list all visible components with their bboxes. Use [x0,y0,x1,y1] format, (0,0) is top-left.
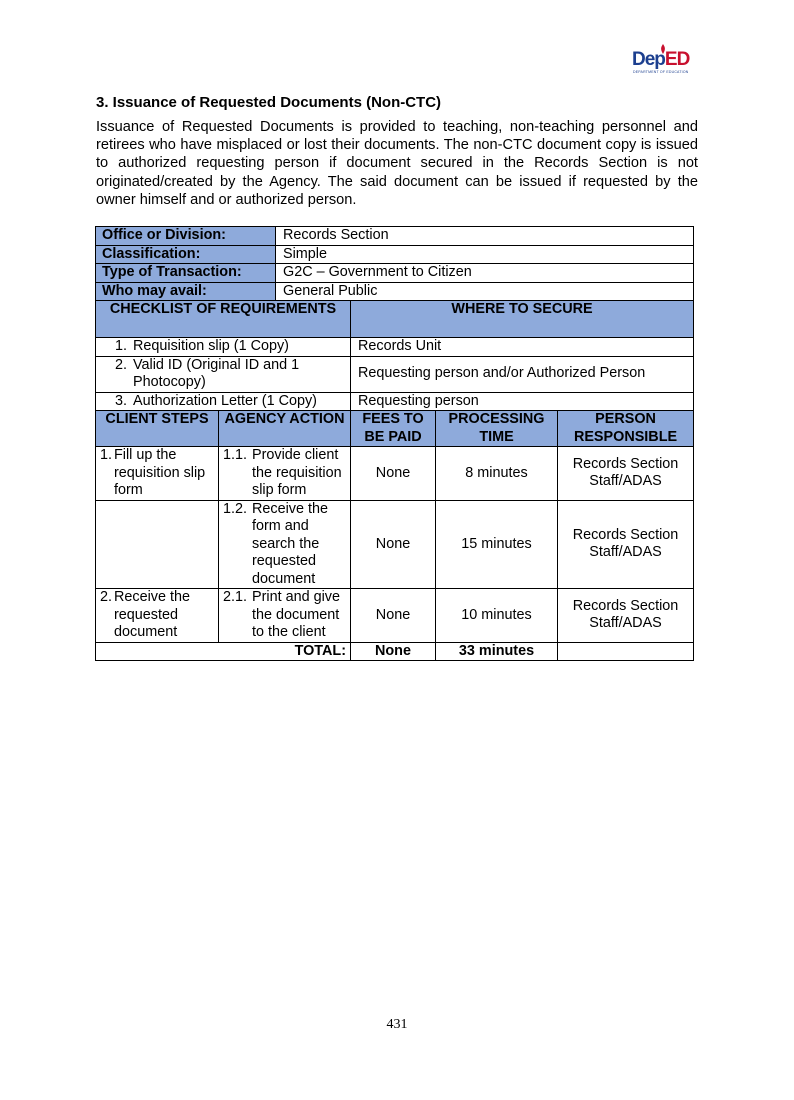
total-person-empty [558,642,694,661]
section-heading: 3. Issuance of Requested Documents (Non-CTC) [96,94,442,111]
checklist-header: CHECKLIST OF REQUIREMENTS [96,301,351,338]
intro-paragraph: Issuance of Requested Documents is provided to teaching, non-teaching personnel and retirees who have misplaced or lost their documents. The non-CTC document copy is issued to authorized requesting person if document secured in the Records Section is not originated/created by the Agency. The said document can be issued if requested by the owner himself and or authorized person. [96,119,698,208]
info-value: General Public [276,282,694,301]
total-fees: None [351,642,436,661]
agency-action: 2.1. Print and give the document to the client [219,589,351,643]
total-time: 33 minutes [436,642,558,661]
requirement-source: Requesting person and/or Authorized Person [351,356,694,392]
requirement-row [96,392,694,411]
person-cell: Records Section Staff/ADAS [558,589,694,643]
requirement-source: Requesting person [351,392,694,411]
requirement-item: 3. Authorization Letter (1 Copy) [96,392,351,411]
deped-logo [632,44,696,80]
requirement-item: 2. Valid ID (Original ID and 1 Photocopy) [96,356,351,392]
fees-cell: None [351,447,436,501]
info-value: G2C – Government to Citizen [276,264,694,283]
info-row [96,227,694,246]
total-label: TOTAL: [96,642,351,661]
step-row [96,447,694,501]
fees-header: FEES TO BE PAID [351,411,436,447]
client-steps-header: CLIENT STEPS [96,411,219,447]
info-label: Office or Division: [96,227,276,246]
logo-subtitle: DEPARTMENT OF EDUCATION [633,70,689,74]
fees-cell: None [351,500,436,589]
info-row [96,245,694,264]
info-row [96,282,694,301]
requirement-row [96,338,694,357]
info-row [96,264,694,283]
processing-time-header: PROCESSING TIME [436,411,558,447]
agency-action: 1.2. Receive the form and search the requested document [219,500,351,589]
where-header: WHERE TO SECURE [351,301,694,338]
time-cell: 8 minutes [436,447,558,501]
fees-cell: None [351,589,436,643]
step-row [96,589,694,643]
agency-action: 1.1. Provide client the requisition slip form [219,447,351,501]
total-row [96,642,694,661]
time-cell: 10 minutes [436,589,558,643]
page-number: 431 [386,1017,408,1032]
info-label: Classification: [96,245,276,264]
person-responsible-header: PERSON RESPONSIBLE [558,411,694,447]
client-step [96,500,219,589]
step-row [96,500,694,589]
service-table [95,226,694,661]
steps-header-row [96,411,694,447]
client-step: 2. Receive the requested document [96,589,219,643]
checklist-header-row [96,301,694,338]
logo-wordmark: DepED [632,49,690,70]
requirement-source: Records Unit [351,338,694,357]
client-step: 1. Fill up the requisition slip form [96,447,219,501]
requirement-item: 1. Requisition slip (1 Copy) [96,338,351,357]
info-value: Simple [276,245,694,264]
time-cell: 15 minutes [436,500,558,589]
agency-action-header: AGENCY ACTION [219,411,351,447]
requirement-row [96,356,694,392]
info-label: Type of Transaction: [96,264,276,283]
person-cell: Records Section Staff/ADAS [558,447,694,501]
info-label: Who may avail: [96,282,276,301]
person-cell: Records Section Staff/ADAS [558,500,694,589]
info-value: Records Section [276,227,694,246]
